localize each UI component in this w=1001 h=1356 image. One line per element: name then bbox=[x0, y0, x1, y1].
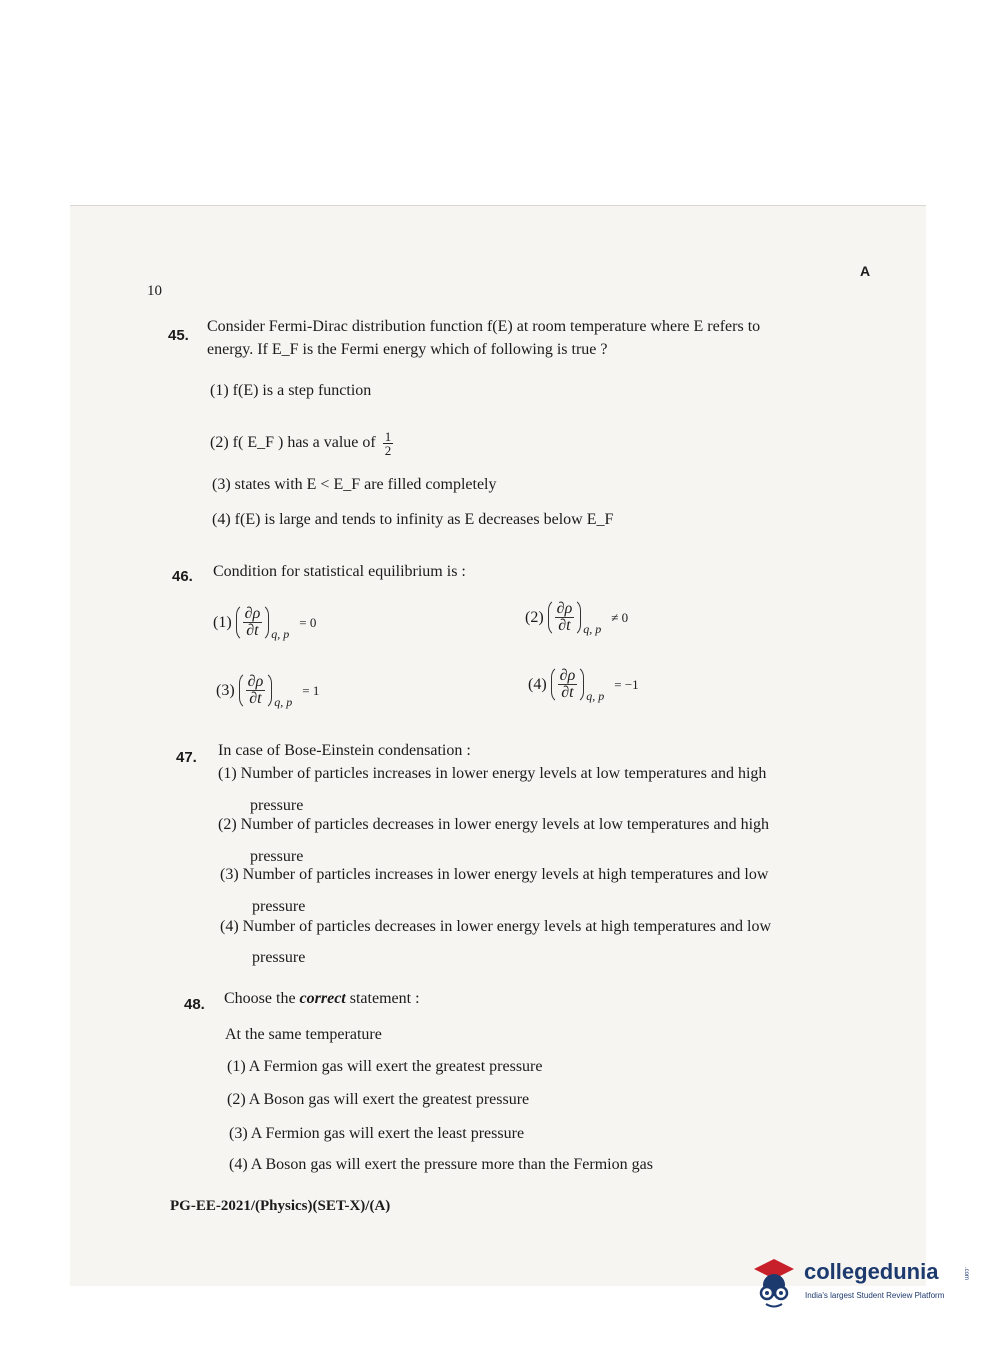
question-45-stem-line1: Consider Fermi-Dirac distribution function f(E) at room temperature where E refers to bbox=[207, 318, 761, 335]
stem-suffix: statement : bbox=[349, 990, 420, 1007]
question-46-number: 46. bbox=[172, 568, 193, 585]
exam-page bbox=[70, 205, 926, 1286]
question-48-intro: At the same temperature bbox=[225, 1026, 382, 1043]
page-number: 10 bbox=[147, 283, 162, 299]
question-47-option-4-cont: pressure bbox=[252, 949, 306, 966]
relation: = −1 bbox=[614, 676, 639, 692]
derivative-denominator: ∂t bbox=[246, 622, 259, 639]
derivative-denominator: ∂t bbox=[249, 690, 262, 707]
paper-code-footer: PG-EE-2021/(Physics)(SET-X)/(A) bbox=[170, 1198, 391, 1214]
relation: ≠ 0 bbox=[611, 609, 629, 625]
question-46-option-2 bbox=[525, 598, 628, 637]
stem-emphasis: correct bbox=[299, 990, 346, 1007]
question-45-option-1: (1) f(E) is a step function bbox=[210, 382, 372, 399]
question-45-option-3: (3) states with E < E_F are filled completely bbox=[212, 476, 497, 493]
brand-name: collegedunia bbox=[804, 1259, 939, 1284]
question-45-stem-line2: energy. If E_F is the Fermi energy which of following is true ? bbox=[207, 341, 608, 358]
option-label: (2) bbox=[525, 608, 544, 626]
option-label: (3) bbox=[216, 681, 235, 699]
question-45-option-2 bbox=[210, 430, 393, 457]
mascot-icon bbox=[748, 1255, 800, 1313]
question-47-number: 47. bbox=[176, 749, 197, 766]
fraction-numerator: 1 bbox=[384, 429, 392, 444]
question-47-stem: In case of Bose-Einstein condensation : bbox=[218, 742, 471, 759]
question-46-stem: Condition for statistical equilibrium is : bbox=[213, 563, 466, 580]
option-2-text: (2) f( E_F ) has a value of bbox=[210, 434, 376, 452]
question-46-option-3 bbox=[216, 671, 319, 710]
brand-tagline: India's largest Student Review Platform bbox=[805, 1291, 945, 1300]
partial-derivative bbox=[236, 603, 270, 642]
option-label: (4) bbox=[528, 675, 547, 693]
question-48-stem bbox=[224, 990, 420, 1008]
question-48-option-3: (3) A Fermion gas will exert the least pressure bbox=[229, 1125, 525, 1142]
relation: = 1 bbox=[302, 682, 320, 698]
one-half-fraction bbox=[383, 430, 394, 457]
question-47-option-2-cont: pressure bbox=[250, 848, 304, 865]
derivative-numerator: ∂ρ bbox=[559, 667, 576, 684]
partial-derivative bbox=[548, 598, 582, 637]
option-label: (1) bbox=[213, 613, 232, 631]
question-45-number: 45. bbox=[168, 327, 189, 344]
question-45-option-4: (4) f(E) is large and tends to infinity as E decreases below E_F bbox=[212, 511, 614, 528]
question-47-option-4: (4) Number of particles decreases in lower energy levels at high temperatures and low bbox=[220, 918, 772, 935]
partial-derivative bbox=[551, 665, 585, 704]
set-letter: A bbox=[860, 263, 871, 279]
derivative-denominator: ∂t bbox=[558, 617, 571, 634]
derivative-denominator: ∂t bbox=[561, 684, 574, 701]
derivative-subscript: q, p bbox=[271, 627, 290, 641]
question-46-option-4 bbox=[528, 665, 639, 704]
stem-prefix: Choose the bbox=[224, 990, 296, 1007]
question-47-option-3-cont: pressure bbox=[252, 898, 306, 915]
question-46-option-1 bbox=[213, 603, 316, 642]
derivative-numerator: ∂ρ bbox=[244, 605, 261, 622]
question-47-option-1-cont: pressure bbox=[250, 797, 304, 814]
fraction-denominator: 2 bbox=[384, 443, 392, 458]
partial-derivative bbox=[239, 671, 273, 710]
derivative-subscript: q, p bbox=[274, 695, 293, 709]
brand-tld: .com bbox=[963, 1267, 969, 1281]
question-48-number: 48. bbox=[184, 996, 205, 1013]
question-47-option-3: (3) Number of particles increases in lower energy levels at high temperatures and low bbox=[220, 866, 769, 883]
derivative-numerator: ∂ρ bbox=[247, 673, 264, 690]
derivative-numerator: ∂ρ bbox=[556, 600, 573, 617]
question-48-option-2: (2) A Boson gas will exert the greatest pressure bbox=[227, 1091, 530, 1108]
question-47-option-1: (1) Number of particles increases in lower energy levels at low temperatures and high bbox=[218, 765, 767, 782]
derivative-subscript: q, p bbox=[586, 689, 605, 703]
collegedunia-logo bbox=[748, 1255, 973, 1315]
question-47-option-2: (2) Number of particles decreases in lower energy levels at low temperatures and high bbox=[218, 816, 770, 833]
question-48-option-1: (1) A Fermion gas will exert the greatest pressure bbox=[227, 1058, 543, 1075]
relation: = 0 bbox=[299, 614, 317, 630]
derivative-subscript: q, p bbox=[583, 622, 602, 636]
question-48-option-4: (4) A Boson gas will exert the pressure more than the Fermion gas bbox=[229, 1156, 653, 1173]
